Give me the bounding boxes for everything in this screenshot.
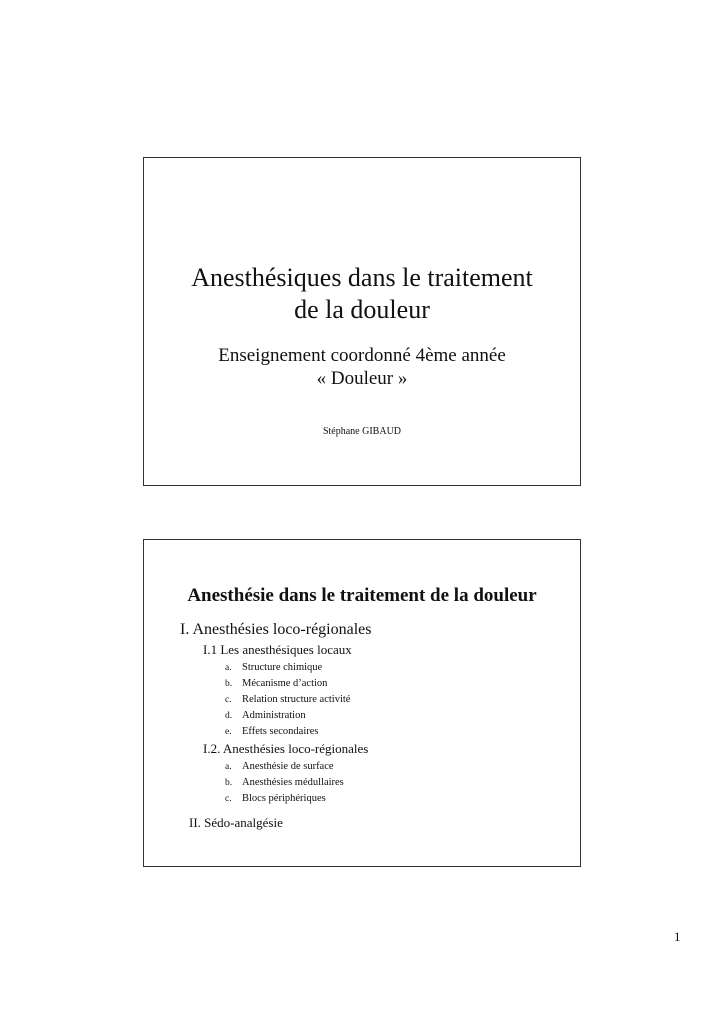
list-item-text: Anesthésies médullaires: [242, 777, 344, 788]
slide-subtitle: [144, 344, 580, 390]
section-1-heading: I. Anesthésies loco-régionales: [180, 621, 372, 638]
title-slide: [143, 157, 581, 486]
slide-subtitle-line-1: Enseignement coordonné 4ème année: [218, 345, 506, 366]
list-item-text: Relation structure activité: [242, 694, 351, 705]
list-marker: c.: [225, 794, 232, 804]
list-marker: b.: [225, 679, 233, 689]
list-marker: c.: [225, 695, 232, 705]
list-item-text: Structure chimique: [242, 662, 323, 673]
subsection-2-heading: I.2. Anesthésies loco-régionales: [203, 741, 369, 756]
list-item: [225, 776, 344, 790]
list-marker: b.: [225, 778, 233, 788]
list-item: [225, 661, 322, 675]
outline-slide: [143, 539, 581, 867]
list-item-text: Anesthésie de surface: [242, 761, 334, 772]
list-item-text: Effets secondaires: [242, 726, 319, 737]
list-marker: a.: [225, 762, 232, 772]
list-item: [225, 760, 334, 774]
slide-subtitle-line-2: « Douleur »: [316, 368, 408, 389]
list-item: [225, 693, 350, 707]
list-marker: a.: [225, 663, 232, 673]
outline-title: Anesthésie dans le traitement de la douleur: [187, 585, 537, 606]
list-marker: e.: [225, 727, 232, 737]
author: Stéphane GIBAUD: [322, 426, 402, 437]
list-item: [225, 709, 306, 723]
section-2-heading: II. Sédo-analgésie: [189, 815, 283, 830]
slide-title-line-1: Anesthésiques dans le traitement: [191, 263, 533, 292]
subsection-1-heading: I.1 Les anesthésiques locaux: [203, 642, 352, 657]
list-item-text: Blocs périphériques: [242, 793, 326, 804]
slide-title-line-2: de la douleur: [294, 295, 430, 324]
page-number: 1: [674, 929, 681, 944]
list-marker: d.: [225, 711, 233, 721]
list-item-text: Administration: [242, 710, 306, 721]
list-item-text: Mécanisme d’action: [242, 678, 328, 689]
list-item: [225, 725, 318, 739]
list-item: [225, 792, 326, 806]
slide-title: [144, 262, 580, 326]
list-item: [225, 677, 327, 691]
